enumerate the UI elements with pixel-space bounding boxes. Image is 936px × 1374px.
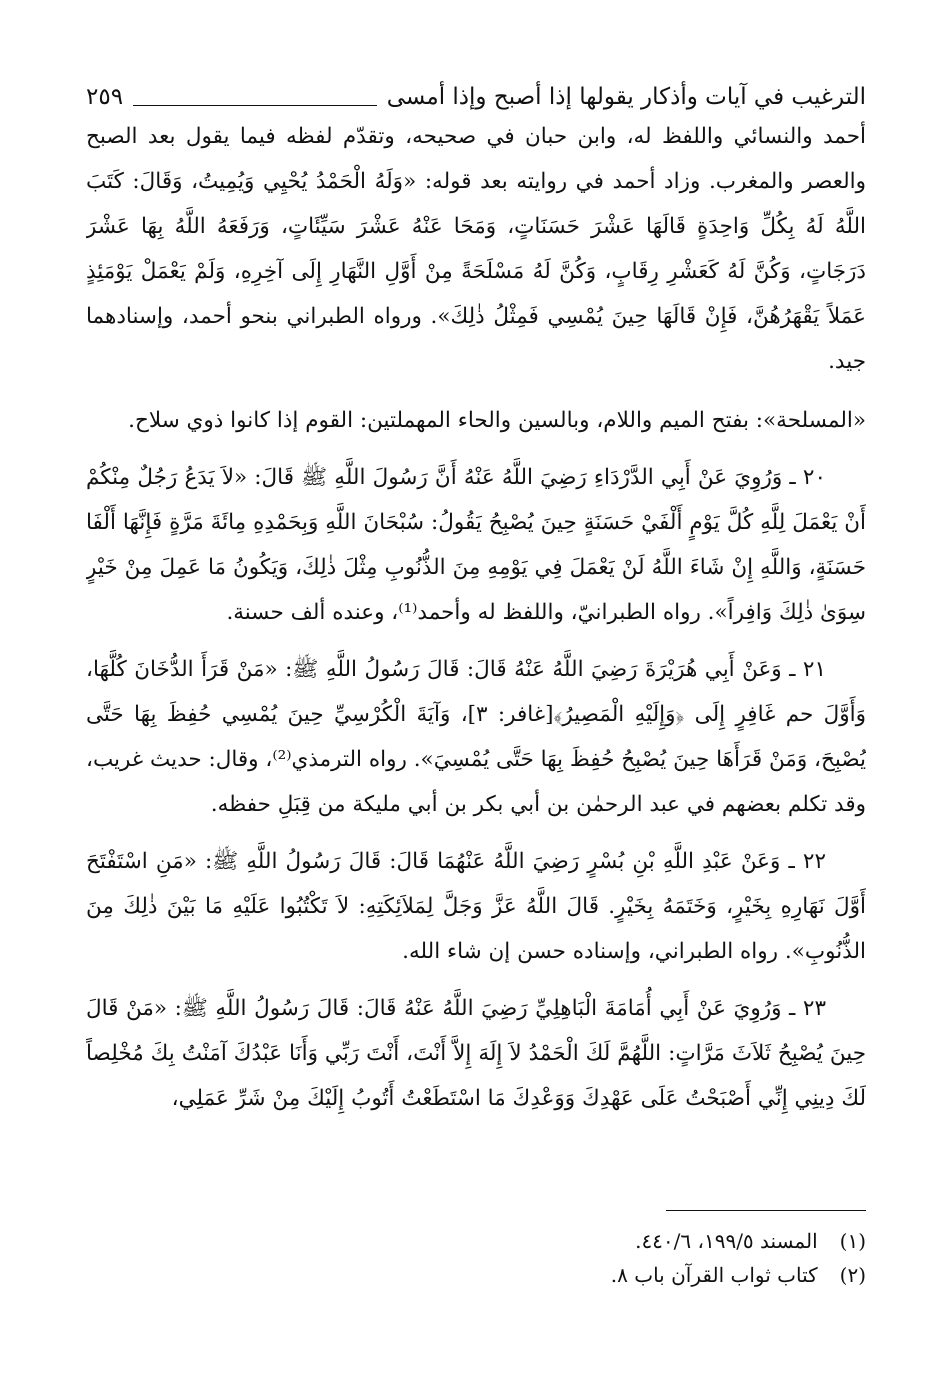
footnote-item [86,1258,866,1292]
footnote-text: كتاب ثواب القرآن باب ٨. [610,1263,818,1287]
hadith-23-paragraph: ٢٣ ـ وَرُوِيَ عَنْ أَبِي أُمَامَةَ الْبَاهِلِيِّ رَضِيَ اللَّهُ عَنْهُ قَالَ: قَالَ رَسُولُ اللَّهِ ﷺ: «مَنْ قَالَ حِينَ يُصْبِحُ ثَلاَثَ مَرَّاتٍ: اللَّهُمَّ لَكَ الْحَمْدُ لاَ إِلَهَ إِلاَّ أَنْتَ، أَنْتَ رَبِّي وَأَنَا عَبْدُكَ آمَنْتُ بِكَ مُخْلِصاً لَكَ دِينِي إِنِّي أَصْبَحْتُ عَلَى عَهْدِكَ وَوَعْدِكَ مَا اسْتَطَعْتُ أَتُوبُ إِلَيْكَ مِنْ شَرِّ عَمَلِي، [86,996,866,1111]
book-page [86,72,866,1292]
header-rule [133,105,377,106]
main-text [86,114,866,1121]
footnote-number: (١) [839,1229,866,1253]
hadith-20-paragraph: ٢٠ ـ وَرُوِيَ عَنْ أَبِي الدَّرْدَاءِ رَضِيَ اللَّهُ عَنْهُ أَنَّ رَسُولَ اللَّهِ ﷺ قَالَ: «لاَ يَدَعُ رَجُلٌ مِنْكُمْ أَنْ يَعْمَلَ لِلَّهِ كُلَّ يَوْمٍ أَلْفَيْ حَسَنَةٍ حِينَ يُصْبِحُ يَقُولُ: سُبْحَانَ اللَّهِ وَبِحَمْدِهِ مِائَةَ مَرَّةٍ فَإِنَّهَا أَلْفَا حَسَنَةٍ، وَاللَّهِ إِنْ شَاءَ اللَّهُ لَنْ يَعْمَلَ فِي يَوْمِهِ مِنَ الذُّنُوبِ مِثْلَ ذٰلِكَ، وَيَكُونُ مَا عَمِلَ مِنْ خَيْرٍ سِوَىٰ ذٰلِكَ وَافِراً». رواه الطبرانيّ، واللفظ له وأحمد⁽¹⁾، وعنده ألف حسنة. [86,465,866,625]
footnotes [86,1224,866,1292]
footnote-item [86,1224,866,1258]
running-header [86,72,866,112]
footnote-number: (٢) [839,1263,866,1287]
footnote-text: المسند ١٩٩/٥، ٤٤٠/٦. [635,1229,818,1253]
hadith-21-paragraph: ٢١ ـ وَعَنْ أَبِي هُرَيْرَةَ رَضِيَ اللَّهُ عَنْهُ قَالَ: قَالَ رَسُولُ اللَّهِ ﷺ: «مَنْ قَرَأَ الدُّخَانَ كُلَّهَا، وَأَوَّلَ حم غَافِرٍ إِلَى ﴿وَإِلَيْهِ الْمَصِيرُ﴾[غافر: ٣]، وَآيَةَ الْكُرْسِيِّ حِينَ يُمْسِي حُفِظَ بِهَا حَتَّى يُصْبِحَ، وَمَنْ قَرَأَهَا حِينَ يُصْبِحُ حُفِظَ بِهَا حَتَّى يُمْسِيَ». رواه الترمذي⁽²⁾، وقال: حديث غريب، وقد تكلم بعضهم في عبد الرحمٰن بن أبي بكر بن أبي مليكة من قِبَلِ حفظه. [86,657,866,817]
intro-paragraph: أحمد والنسائي واللفظ له، وابن حبان في صحيحه، وتقدّم لفظه فيما يقول بعد الصبح والعصر والمغرب. وزاد أحمد في روايته بعد قوله: «وَلَهُ الْحَمْدُ يُحْيِي وَيُمِيتُ، وَقَالَ: كَتَبَ اللَّهُ لَهُ بِكُلِّ وَاحِدَةٍ قَالَهَا عَشْرَ حَسَنَاتٍ، وَمَحَا عَنْهُ عَشْرَ سَيِّئَاتٍ، وَرَفَعَهُ اللَّهُ بِهَا عَشْرَ دَرَجَاتٍ، وَكُنَّ لَهُ كَعَشْرِ رِقَابٍ، وَكُنَّ لَهُ مَسْلَحَةً مِنْ أَوَّلِ النَّهَارِ إِلَى آخِرِهِ، وَلَمْ يَعْمَلْ يَوْمَئِذٍ عَمَلاً يَقْهَرُهُنَّ، فَإِنْ قَالَهَا حِينَ يُمْسِي فَمِثْلُ ذٰلِكَ». ورواه الطبراني بنحو أحمد، وإسنادهما جيد. [86,124,866,374]
page-number: ٢٥٩ [86,84,124,111]
glossary-note-paragraph: «المسلحة»: بفتح الميم واللام، وبالسين والحاء المهملتين: القوم إذا كانوا ذوي سلاح. [128,408,866,433]
hadith-22-paragraph: ٢٢ ـ وَعَنْ عَبْدِ اللَّهِ بْنِ بُسْرٍ رَضِيَ اللَّهُ عَنْهُمَا قَالَ: قَالَ رَسُولُ اللَّهِ ﷺ: «مَنِ اسْتَفْتَحَ أَوَّلَ نَهَارِهِ بِخَيْرٍ، وَخَتَمَهُ بِخَيْرٍ. قَالَ اللَّهُ عَزَّ وَجَلَّ لِمَلاَئِكَتِهِ: لاَ تَكْتُبُوا عَلَيْهِ مَا بَيْنَ ذٰلِكَ مِنَ الذُّنُوبِ». رواه الطبراني، وإسناده حسن إن شاء الله. [86,849,866,964]
chapter-title: الترغيب في آيات وأذكار يقولها إذا أصبح وإذا أمسى [386,84,866,111]
footnote-separator [666,1210,866,1211]
